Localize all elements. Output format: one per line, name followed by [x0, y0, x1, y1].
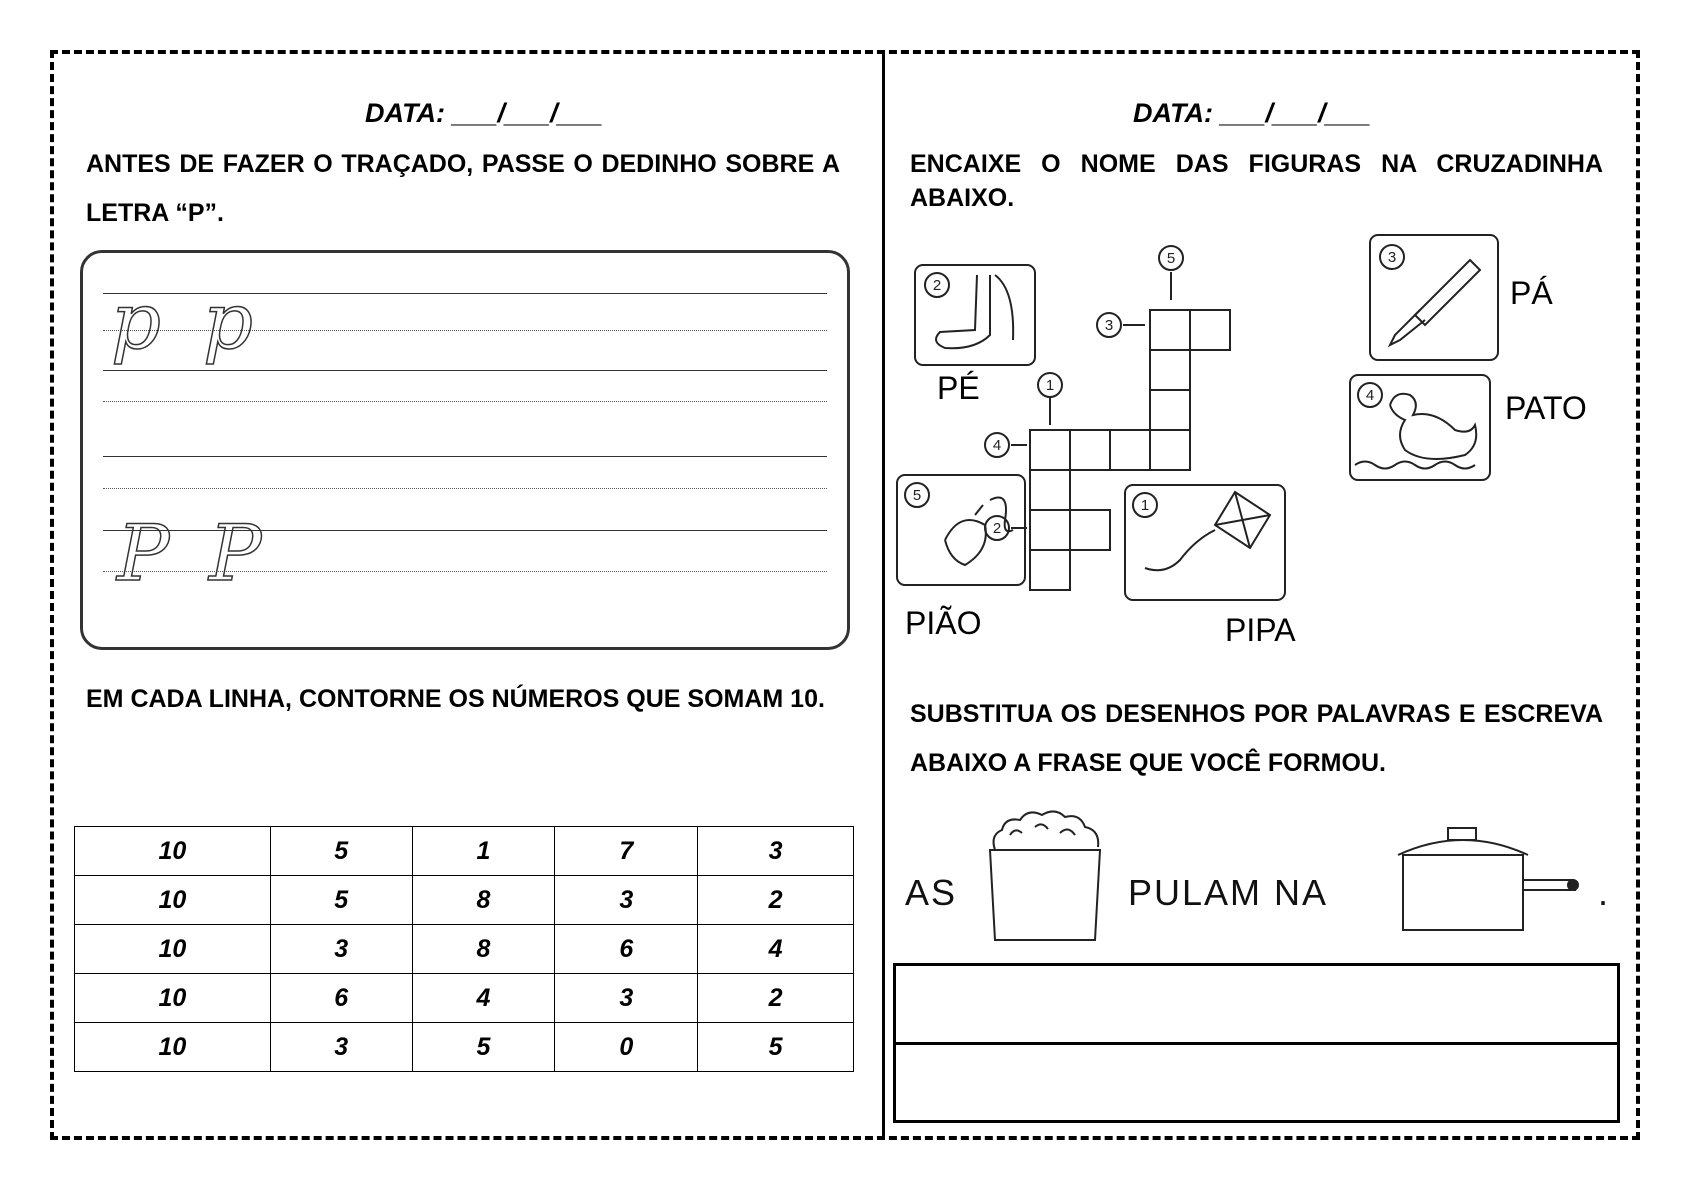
- grid-num-4: 4: [992, 437, 1002, 454]
- number-cell[interactable]: 3: [555, 974, 698, 1023]
- number-cell[interactable]: 10: [75, 827, 271, 876]
- trace-letter-upper-1[interactable]: P: [117, 509, 170, 599]
- number-cell[interactable]: 5: [270, 827, 412, 876]
- clue-num-pato: 4: [1365, 387, 1375, 404]
- number-cell[interactable]: 10: [75, 1023, 271, 1072]
- number-cell[interactable]: 7: [555, 827, 698, 876]
- number-cell[interactable]: 10: [75, 974, 271, 1023]
- label-pa: PÁ: [1510, 275, 1553, 311]
- crossword-grid: [1030, 310, 1230, 590]
- right-instruction-sentence: SUBSTITUA OS DESENHOS POR PALAVRAS E ESCREVA ABAIXO A FRASE QUE VOCÊ FORMOU.: [910, 700, 1603, 777]
- number-cell[interactable]: 3: [698, 827, 854, 876]
- label-piao: PIÃO: [905, 605, 982, 641]
- sentence-word-as: AS: [905, 872, 958, 913]
- clue-num-pipa: 1: [1140, 497, 1150, 514]
- grid-num-1: 1: [1045, 377, 1055, 394]
- page-divider: [882, 50, 885, 1140]
- trace-letter-upper-2[interactable]: P: [209, 509, 262, 599]
- sentence-word-pulam-na: PULAM NA: [1128, 872, 1329, 913]
- number-cell[interactable]: 4: [412, 974, 555, 1023]
- popcorn-picture: [980, 805, 1110, 945]
- number-cell[interactable]: 10: [75, 876, 271, 925]
- table-row: [75, 876, 854, 925]
- answer-box-divider: [896, 1042, 1617, 1045]
- number-cell[interactable]: 6: [555, 925, 698, 974]
- number-cell[interactable]: 2: [698, 974, 854, 1023]
- label-pipa: PIPA: [1225, 612, 1296, 648]
- numbers-table: [74, 826, 854, 1072]
- right-instruction-crossword: ENCAIXE O NOME DAS FIGURAS NA CRUZADINHA ABAIXO.: [910, 150, 1603, 212]
- left-instruction-sum: EM CADA LINHA, CONTORNE OS NÚMEROS QUE SOMAM 10.: [86, 685, 825, 713]
- clue-num-piao: 5: [912, 487, 922, 504]
- table-row: [75, 1023, 854, 1072]
- grid-num-5: 5: [1166, 250, 1176, 267]
- number-cell[interactable]: 4: [698, 925, 854, 974]
- left-date-label: DATA: ___/___/___: [365, 98, 603, 128]
- pan-picture: [1393, 820, 1593, 935]
- table-row: [75, 827, 854, 876]
- grid-num-3: 3: [1104, 317, 1114, 334]
- number-cell[interactable]: 3: [270, 1023, 412, 1072]
- number-cell[interactable]: 8: [412, 876, 555, 925]
- tracing-panel: [80, 250, 850, 650]
- table-row: [75, 974, 854, 1023]
- right-date-label: DATA: ___/___/___: [1133, 98, 1371, 128]
- grid-num-2: 2: [992, 520, 1002, 537]
- number-cell[interactable]: 1: [412, 827, 555, 876]
- number-cell[interactable]: 5: [412, 1023, 555, 1072]
- number-cell[interactable]: 3: [555, 876, 698, 925]
- number-cell[interactable]: 10: [75, 925, 271, 974]
- crossword-area: [895, 230, 1630, 660]
- number-cell[interactable]: 0: [555, 1023, 698, 1072]
- number-cell[interactable]: 8: [412, 925, 555, 974]
- number-cell[interactable]: 5: [270, 876, 412, 925]
- number-cell[interactable]: 3: [270, 925, 412, 974]
- sentence-period: .: [1598, 872, 1611, 913]
- rebus-sentence: [900, 800, 1625, 950]
- label-pato: PATO: [1505, 390, 1587, 426]
- trace-letter-lower-2[interactable]: p: [203, 277, 253, 367]
- left-instruction-tracing: ANTES DE FAZER O TRAÇADO, PASSE O DEDINHO SOBRE A LETRA “P”.: [86, 150, 840, 227]
- label-pe: PÉ: [937, 370, 980, 406]
- answer-box[interactable]: [893, 963, 1620, 1123]
- number-cell[interactable]: 6: [270, 974, 412, 1023]
- clue-num-pe: 2: [932, 277, 942, 294]
- number-cell[interactable]: 2: [698, 876, 854, 925]
- number-cell[interactable]: 5: [698, 1023, 854, 1072]
- trace-letter-lower-1[interactable]: p: [111, 277, 161, 367]
- table-row: [75, 925, 854, 974]
- clue-num-pa: 3: [1387, 249, 1397, 266]
